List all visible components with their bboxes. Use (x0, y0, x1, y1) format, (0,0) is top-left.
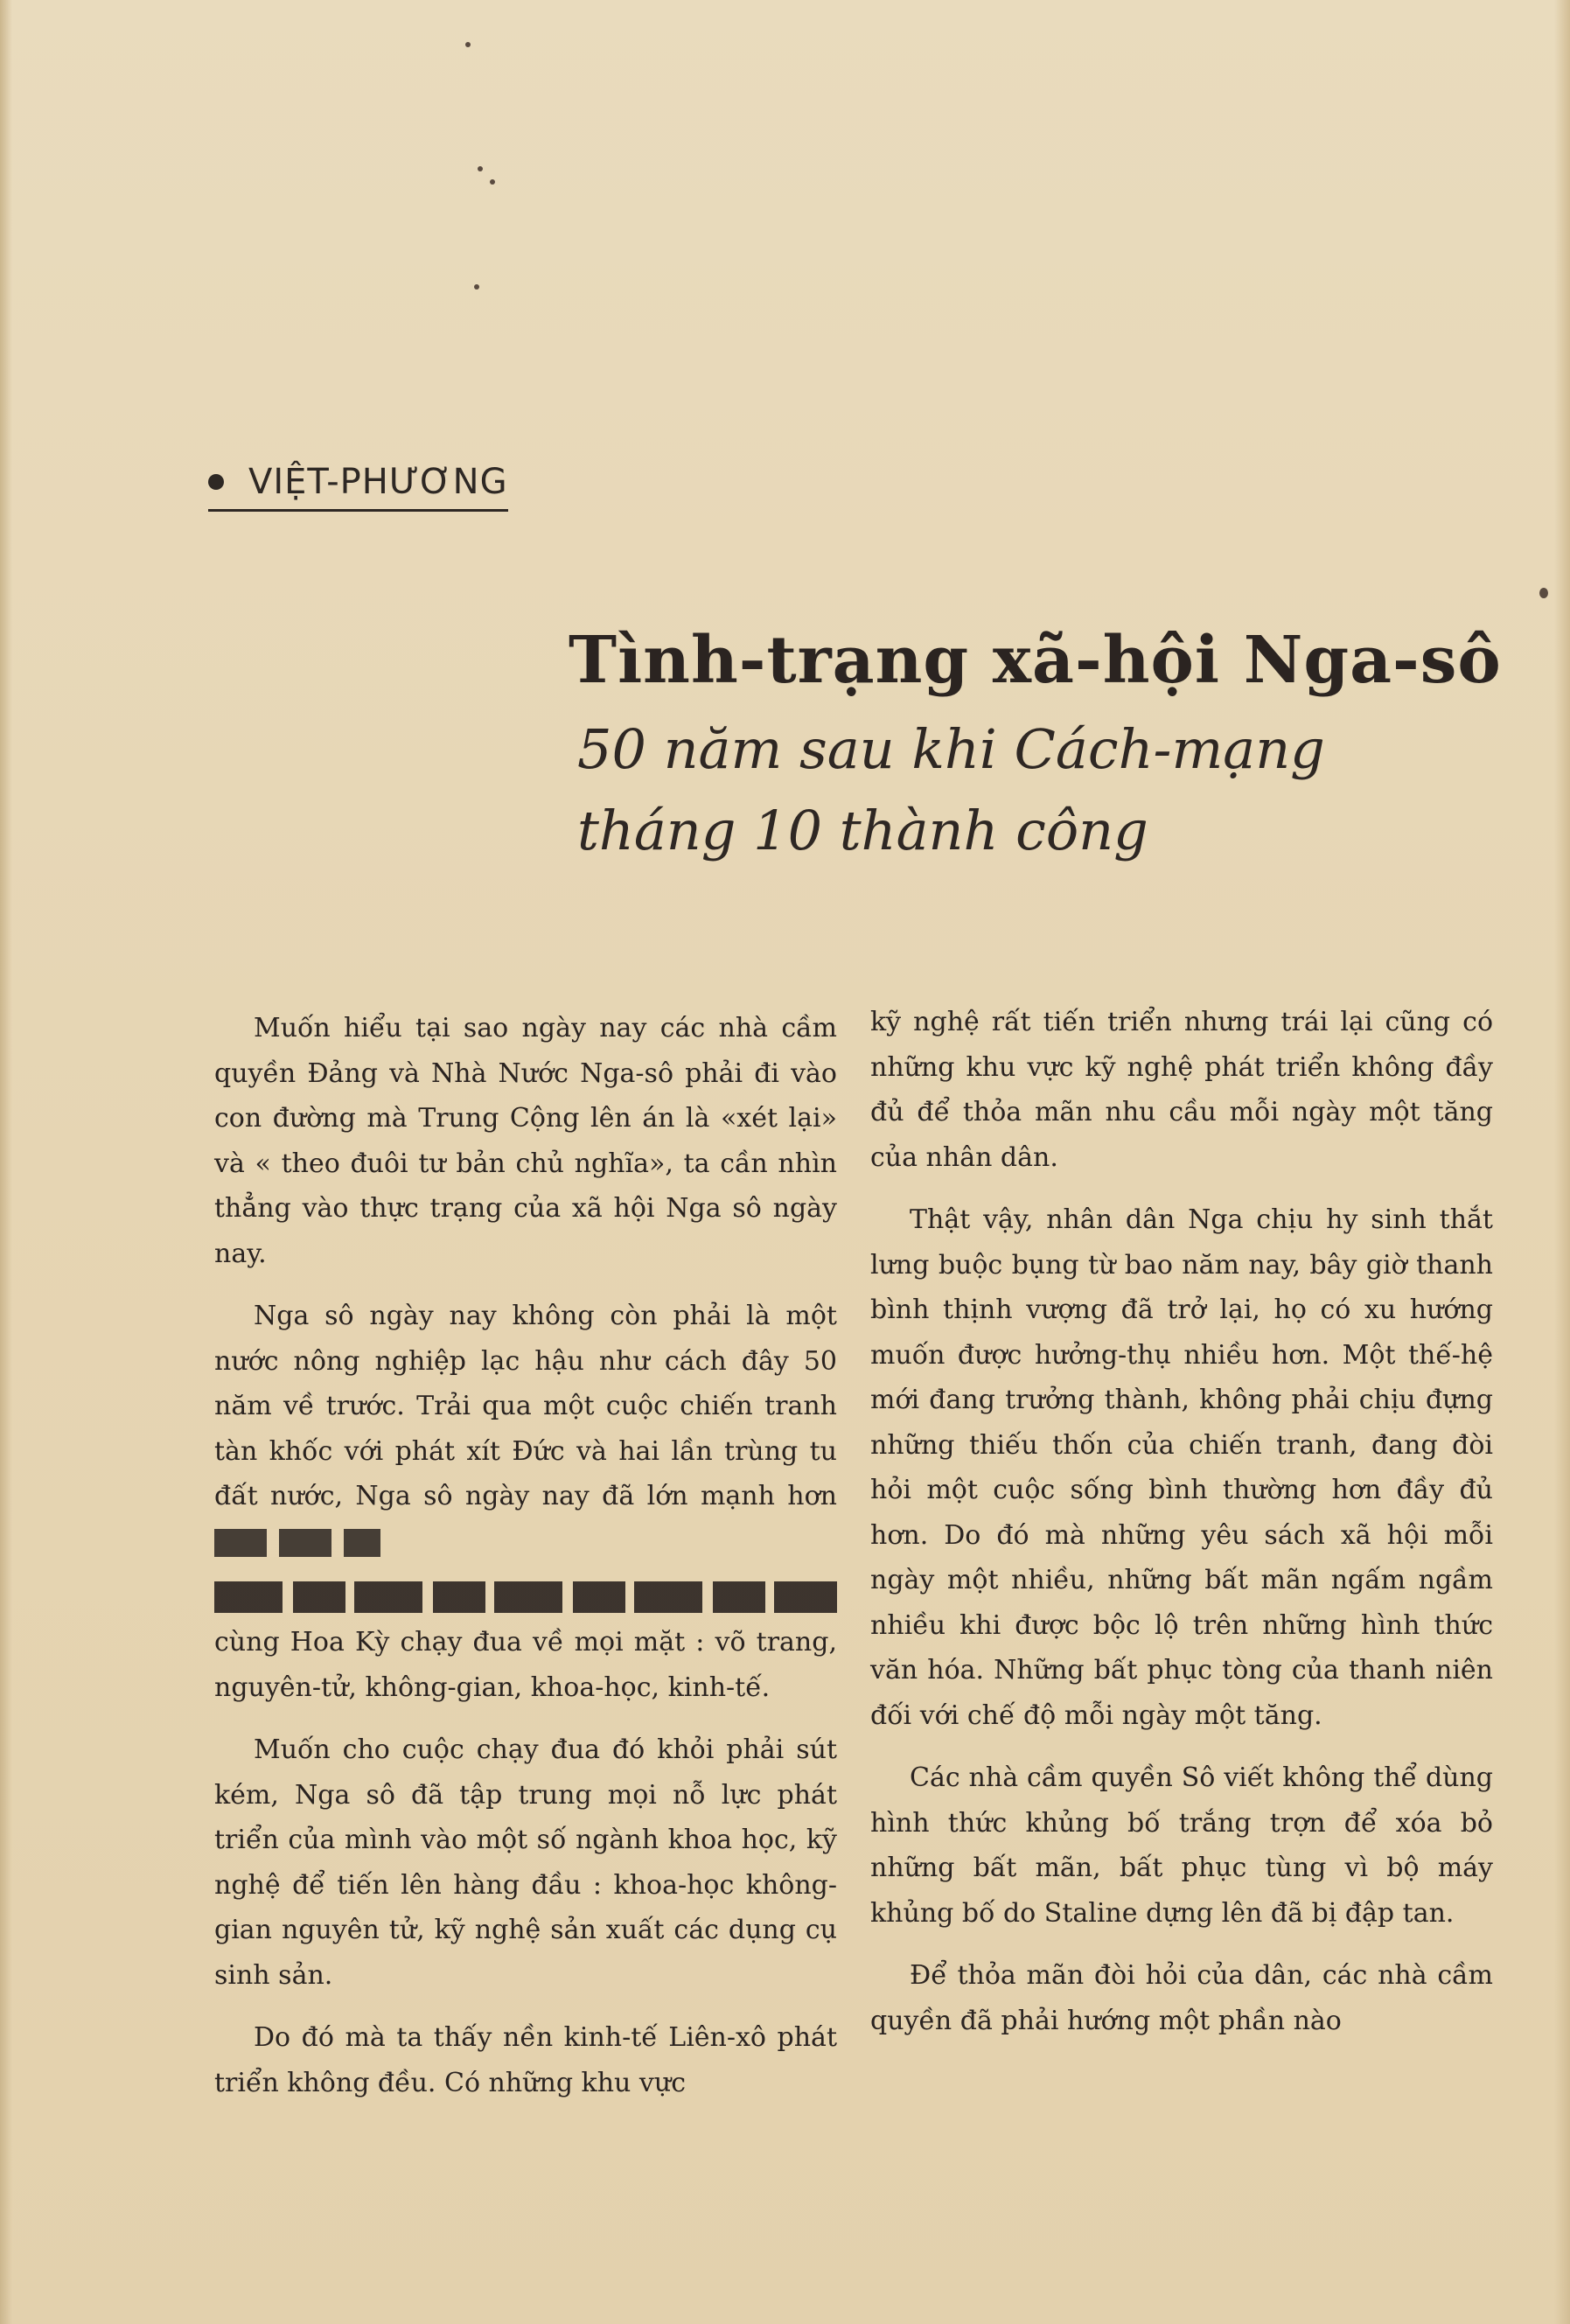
paragraph: Để thỏa mãn đòi hỏi của dân, các nhà cầm quyền đã phải hướng một phần nào (870, 1960, 1493, 2036)
ink-speck (465, 42, 471, 47)
paragraph-text: Nga sô ngày nay không còn phải là một nước nông nghiệp lạc hậu như cách đây 50 năm về trước. Trải qua một cuộc chiến tranh tàn khốc với phát xít Đức và hai lần trùng tu đất nước, Nga sô ngày nay đã lớn mạnh hơn (214, 1301, 837, 1511)
redacted-text (214, 1529, 380, 1557)
left-column (214, 1006, 837, 2123)
article-title (569, 623, 1502, 880)
paragraph-continuation: kỹ nghệ rất tiến triển nhưng trái lại cũng có những khu vực kỹ nghệ phát triển không đầy đủ để thỏa mãn nhu cầu mỗi ngày một tăng của nhân dân. (870, 1007, 1493, 1173)
title-line-1: Tình-trạng xã-hội Nga-sô (569, 623, 1502, 698)
title-line-3: tháng 10 thành công (577, 799, 1148, 862)
author-name: VIỆT-PHƯƠNG (248, 462, 508, 502)
page-edge-right (1554, 0, 1570, 2324)
redacted-line (214, 1581, 837, 1613)
title-line-2: 50 năm sau khi Cách-mạng (577, 717, 1325, 781)
paragraph-continuation: cùng Hoa Kỳ chạy đua về mọi mặt : võ trang, nguyên-tử, không-gian, khoa-học, kinh-tế. (214, 1627, 837, 1703)
right-column (870, 1000, 1493, 2061)
ink-speck (478, 166, 483, 171)
paragraph: Các nhà cầm quyền Sô viết không thể dùng hình thức khủng bố trắng trợn để xóa bỏ những bất mãn, bất phục tùng vì bộ máy khủng bố do Staline dựng lên đã bị đập tan. (870, 1762, 1493, 1929)
paragraph: Muốn cho cuộc chạy đua đó khỏi phải sút kém, Nga sô đã tập trung mọi nỗ lực phát triển của mình vào một số ngành khoa học, kỹ nghệ để tiến lên hàng đầu : khoa-học không-gian nguyên tử, kỹ nghệ sản xuất các dụng cụ sinh sản. (214, 1734, 837, 1991)
ink-speck (474, 284, 479, 290)
page-edge-left (0, 0, 12, 2324)
author-byline (208, 462, 508, 512)
paragraph (214, 1294, 837, 1564)
ink-speck (490, 179, 495, 185)
ink-speck (1539, 588, 1548, 598)
paragraph: Do đó mà ta thấy nền kinh-tế Liên-xô phát triển không đều. Có những khu vực (214, 2022, 837, 2098)
bullet-icon (208, 474, 224, 490)
paragraph: Thật vậy, nhân dân Nga chịu hy sinh thắt lưng buộc bụng từ bao năm nay, bây giờ thanh bình thịnh vượng đã trở lại, họ có xu hướng muốn được hưởng-thụ nhiều hơn. Một thế-hệ mới đang trưởng thành, không phải chịu đựng những thiếu thốn của chiến tranh, đang đòi hỏi một cuộc sống bình thường hơn đầy đủ hơn. Do đó mà những yêu sách xã hội mỗi ngày một nhiều, những bất mãn ngấm ngầm nhiều khi được bộc lộ trên những hình thức văn hóa. Những bất phục tòng của thanh niên đối với chế độ mỗi ngày một tăng. (870, 1204, 1493, 1731)
paragraph: Muốn hiểu tại sao ngày nay các nhà cầm quyền Đảng và Nhà Nước Nga-sô phải đi vào con đường mà Trung Cộng lên án là «xét lại» và « theo đuôi tư bản chủ nghĩa», ta cần nhìn thẳng vào thực trạng của xã hội Nga sô ngày nay. (214, 1013, 837, 1269)
